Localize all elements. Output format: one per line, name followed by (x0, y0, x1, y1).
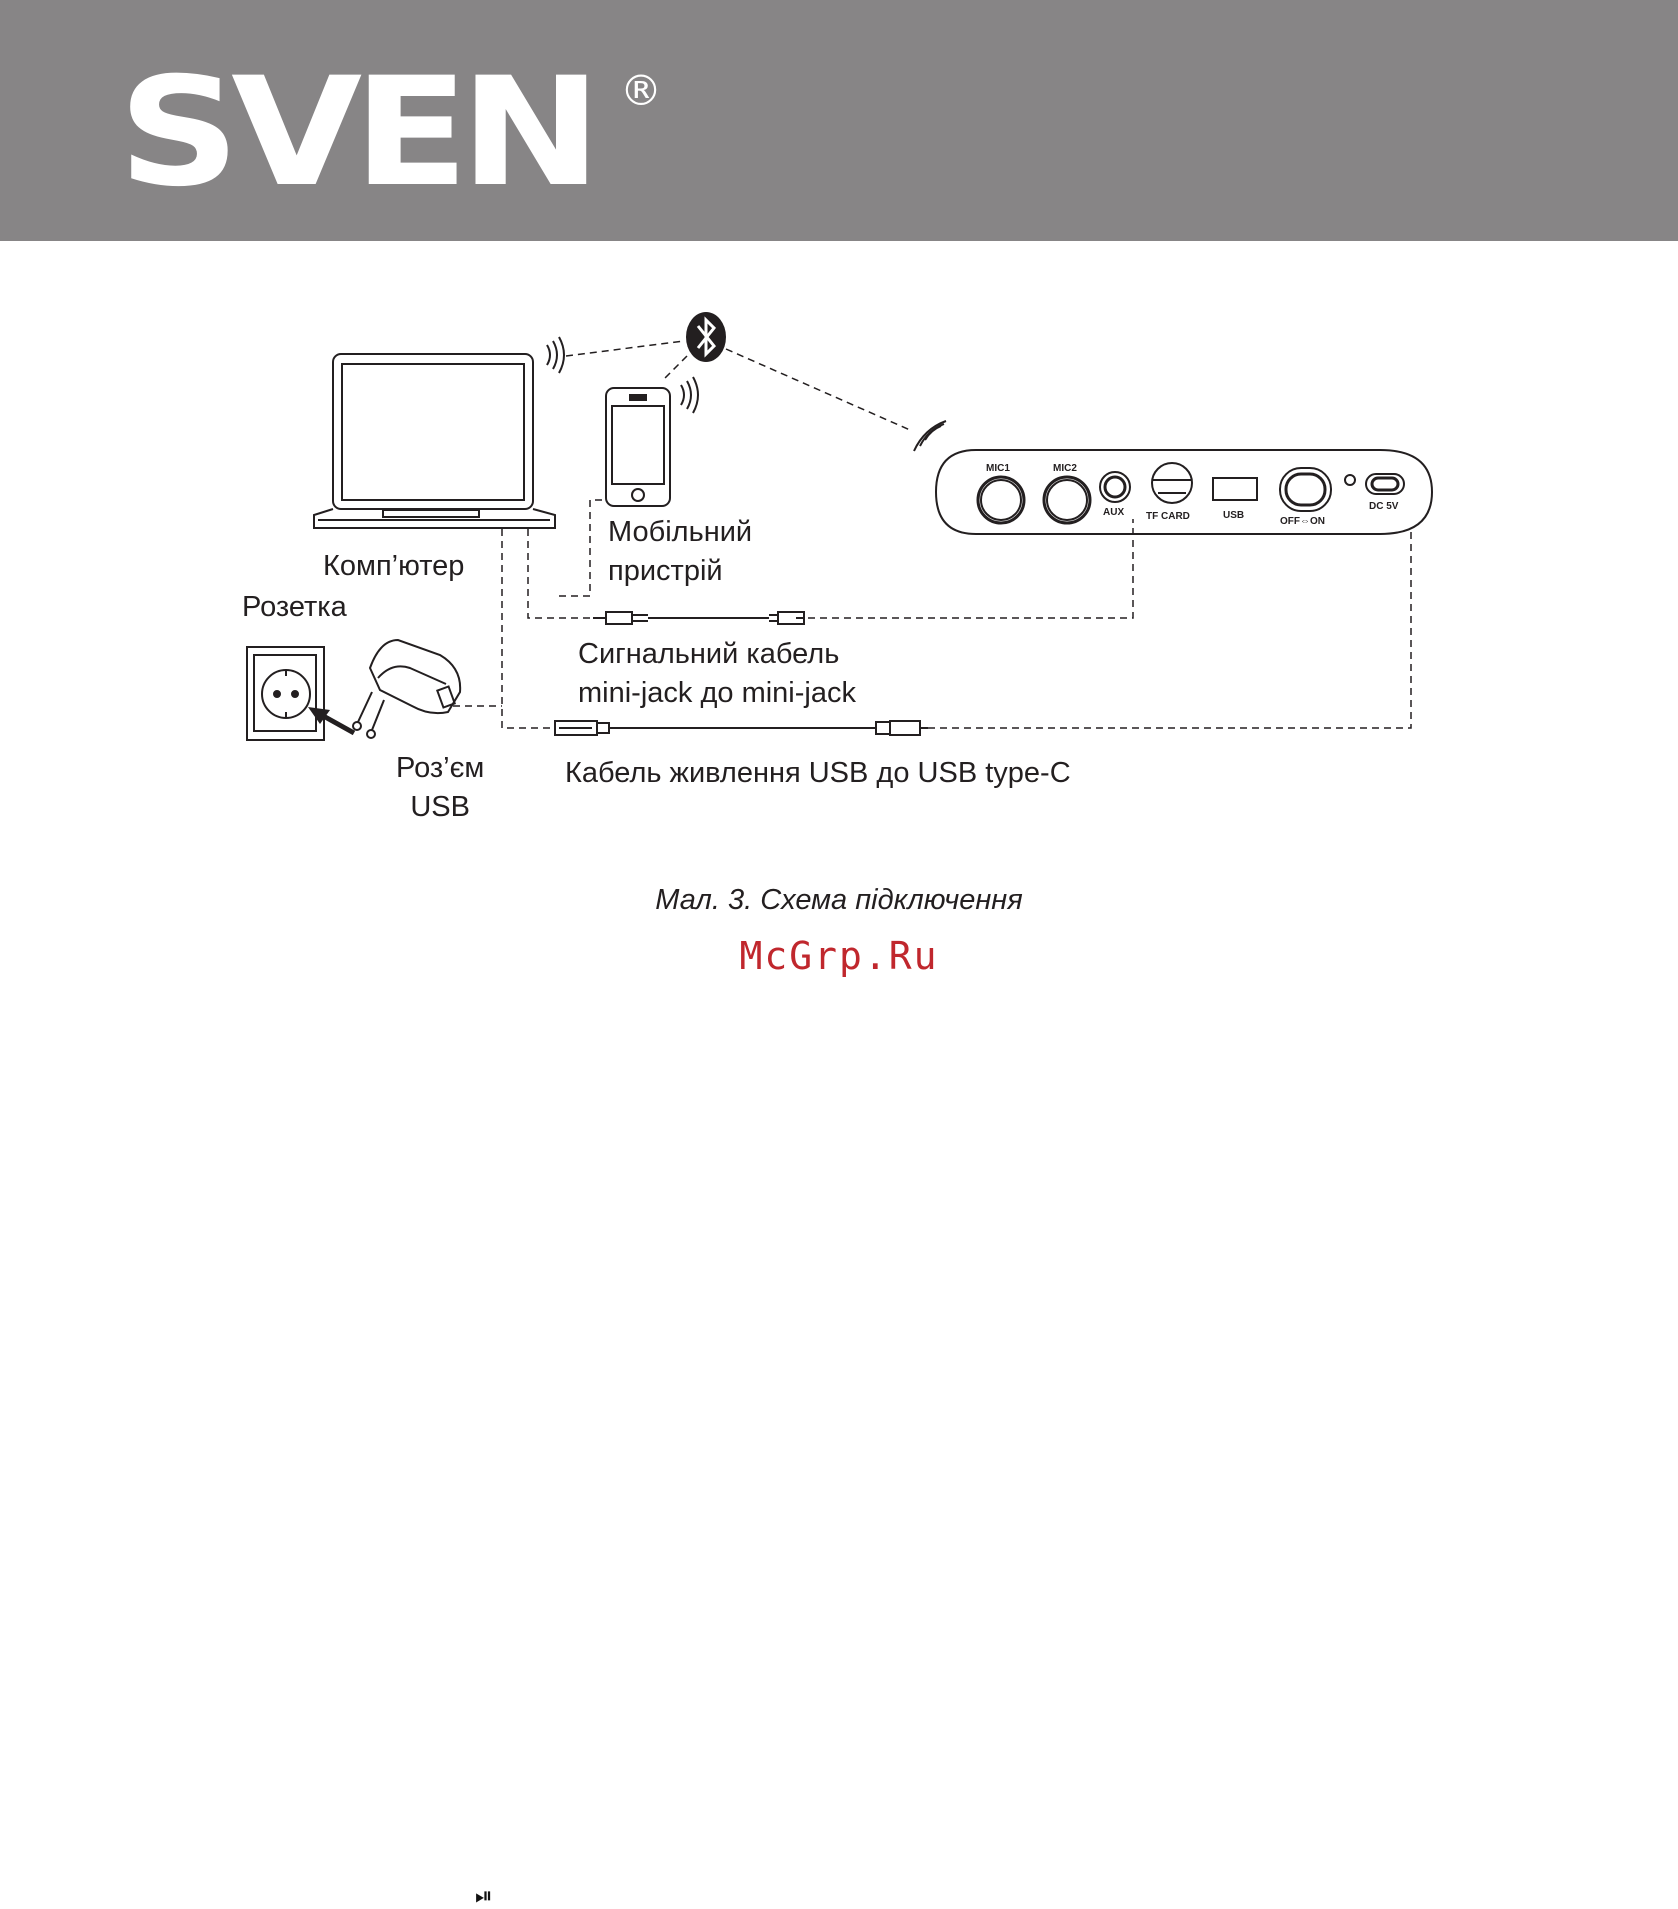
socket-label: Розетка (242, 591, 347, 623)
laptop-icon (314, 354, 555, 528)
bluetooth-icon (686, 312, 726, 362)
svg-text:OFF⇔ON: OFF⇔ON (1280, 516, 1325, 527)
mobile-device-label: Мобільний пристрій (608, 516, 753, 587)
svg-text:USB: USB (1223, 510, 1245, 521)
svg-text:MIC2: MIC2 (1053, 463, 1077, 474)
power-cable-label: Кабель живлення USB до USB type-C (565, 757, 1071, 789)
svg-text:TF CARD: TF CARD (1146, 511, 1190, 522)
watermark: McGrp.Ru (739, 934, 939, 978)
sven-logo: SVEN (118, 46, 593, 220)
arrow-icon (308, 707, 354, 733)
play-pause-icon: ⏯ (475, 1884, 493, 1909)
svg-text:DC 5V: DC 5V (1369, 501, 1399, 512)
usb-cable (555, 721, 928, 735)
signal-cable-label: Сигнальний кабель mini-jack до mini-jack (578, 638, 856, 709)
figure-caption: Мал. 3. Схема підключення (655, 884, 1023, 916)
wall-socket-icon (247, 647, 324, 740)
usb-port-label: Роз’єм USB (396, 752, 485, 823)
smartphone-icon (606, 388, 670, 506)
registered-mark: ® (620, 66, 662, 115)
computer-label: Комп’ютер (323, 550, 465, 582)
svg-text:AUX: AUX (1103, 507, 1125, 518)
usb-charger-icon (353, 640, 460, 738)
mini-jack-cable (593, 612, 804, 624)
svg-text:MIC1: MIC1 (986, 463, 1010, 474)
